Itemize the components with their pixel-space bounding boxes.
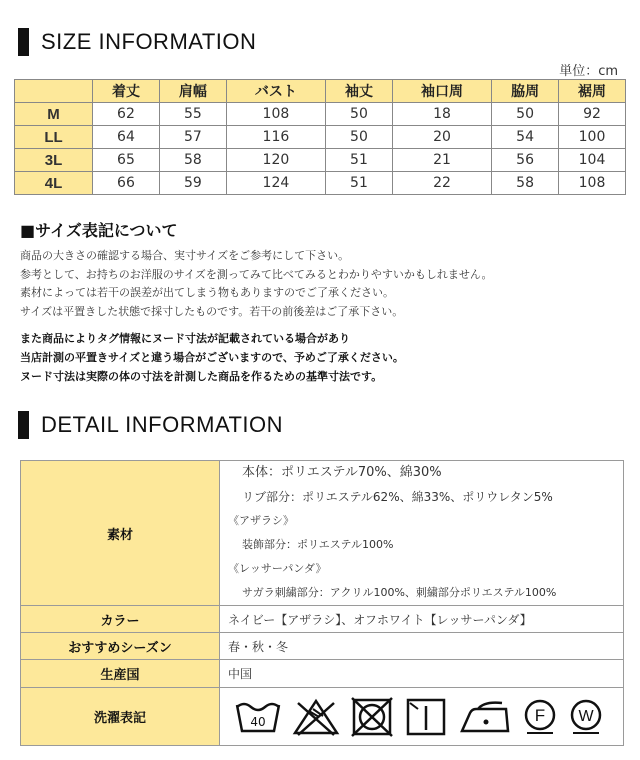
size-header-cell: 着丈 xyxy=(93,80,160,103)
size-notes xyxy=(20,247,493,321)
table-cell: 100 xyxy=(559,126,626,149)
detail-row-care xyxy=(21,688,624,746)
table-cell: 64 xyxy=(93,126,160,149)
color-value: ネイビー【アザラシ】、オフホワイト【レッサーパンダ】 xyxy=(220,606,624,633)
table-cell: 51 xyxy=(326,172,393,195)
table-cell: 66 xyxy=(93,172,160,195)
table-cell: 58 xyxy=(492,172,559,195)
wash-temp-text: 40 xyxy=(250,714,266,729)
material-line: サガラ刺繍部分：アクリル100%、刺繍部分ポリエステル100% xyxy=(242,586,557,599)
material-line: 装飾部分：ポリエステル100% xyxy=(242,538,394,551)
size-notes-heading: ■サイズ表記について xyxy=(20,221,178,240)
table-cell: 51 xyxy=(326,149,393,172)
table-cell: 108 xyxy=(559,172,626,195)
table-cell: 108 xyxy=(226,103,325,126)
table-row xyxy=(15,172,626,195)
table-cell: 50 xyxy=(326,126,393,149)
origin-label: 生産国 xyxy=(21,660,220,688)
heading-bar xyxy=(18,411,29,439)
size-header-cell: 裾周 xyxy=(559,80,626,103)
material-line: 本体：ポリエステル70%、綿30% xyxy=(242,465,442,480)
note-line-bold: ヌード寸法は実際の体の寸法を計測した商品を作るための基準寸法です。 xyxy=(20,370,383,383)
wet-clean-W-icon xyxy=(568,697,604,737)
table-cell: 55 xyxy=(159,103,226,126)
origin-value: 中国 xyxy=(220,660,624,688)
size-header-cell xyxy=(15,80,93,103)
table-cell: 22 xyxy=(392,172,491,195)
detail-row-origin xyxy=(21,660,624,688)
size-header-cell: 袖丈 xyxy=(326,80,393,103)
table-cell: 92 xyxy=(559,103,626,126)
size-section-title: SIZE INFORMATION xyxy=(41,29,257,54)
table-cell: 62 xyxy=(93,103,160,126)
line-dry-icon xyxy=(404,697,448,737)
dry-clean-F-icon xyxy=(522,697,558,737)
material-line: 《レッサーパンダ》 xyxy=(228,562,327,575)
color-label: カラー xyxy=(21,606,220,633)
care-label: 洗濯表記 xyxy=(21,688,220,746)
table-row xyxy=(15,103,626,126)
table-cell: 104 xyxy=(559,149,626,172)
size-header-cell: 脇周 xyxy=(492,80,559,103)
material-value xyxy=(220,461,624,606)
season-value: 春・秋・冬 xyxy=(220,633,624,660)
size-table-header-row xyxy=(15,80,626,103)
detail-section-title: DETAIL INFORMATION xyxy=(41,412,284,437)
size-notes-bold xyxy=(20,329,404,386)
season-label: おすすめシーズン xyxy=(21,633,220,660)
no-tumble-dry-icon xyxy=(350,697,394,737)
wash-40-icon xyxy=(234,697,282,737)
table-cell: 65 xyxy=(93,149,160,172)
table-cell: 18 xyxy=(392,103,491,126)
table-cell: 58 xyxy=(159,149,226,172)
wet-clean-letter: W xyxy=(578,707,594,725)
iron-low-icon xyxy=(458,697,512,737)
detail-table xyxy=(20,460,624,746)
table-cell: 54 xyxy=(492,126,559,149)
table-row xyxy=(15,126,626,149)
size-label: LL xyxy=(15,126,93,149)
size-label: M xyxy=(15,103,93,126)
material-line: 《アザラシ》 xyxy=(228,514,294,527)
detail-row-color xyxy=(21,606,624,633)
table-cell: 120 xyxy=(226,149,325,172)
note-line-bold: 当店計測の平置きサイズと違う場合がございますので、予めご了承ください。 xyxy=(20,351,404,364)
care-icons xyxy=(220,688,624,746)
detail-section-heading xyxy=(18,411,283,439)
note-line: 商品の大きさの確認する場合、実寸サイズをご参考にして下さい。 xyxy=(20,249,350,262)
size-label: 4L xyxy=(15,172,93,195)
note-line: 参考として、お持ちのお洋服のサイズを測ってみて比べてみるとわかりやすいかもしれません。 xyxy=(20,267,493,281)
no-bleach-icon xyxy=(292,697,340,737)
detail-row-material xyxy=(21,461,624,606)
material-label: 素材 xyxy=(21,461,220,606)
note-line: サイズは平置きした状態で採寸したものです。若干の前後差はご了承下さい。 xyxy=(20,304,404,318)
size-header-cell: バスト xyxy=(226,80,325,103)
table-cell: 59 xyxy=(159,172,226,195)
size-table xyxy=(14,79,626,195)
table-cell: 57 xyxy=(159,126,226,149)
table-cell: 116 xyxy=(226,126,325,149)
table-cell: 124 xyxy=(226,172,325,195)
note-line: 素材によっては若干の誤差が出てしまう物もありますのでご了承ください。 xyxy=(20,286,394,299)
material-line: リブ部分：ポリエステル62%、綿33%、ポリウレタン5% xyxy=(242,490,553,504)
heading-bar xyxy=(18,28,29,56)
unit-label: 単位：cm xyxy=(559,64,618,79)
detail-row-season xyxy=(21,633,624,660)
table-cell: 50 xyxy=(492,103,559,126)
size-header-cell: 肩幅 xyxy=(159,80,226,103)
dry-clean-letter: F xyxy=(534,705,546,725)
size-header-cell: 袖口周 xyxy=(392,80,491,103)
size-section-heading xyxy=(18,28,256,56)
table-row xyxy=(15,149,626,172)
size-label: 3L xyxy=(15,149,93,172)
table-cell: 50 xyxy=(326,103,393,126)
note-line-bold: また商品によりタグ情報にヌード寸法が記載されている場合があり xyxy=(20,332,350,345)
table-cell: 56 xyxy=(492,149,559,172)
table-cell: 20 xyxy=(392,126,491,149)
table-cell: 21 xyxy=(392,149,491,172)
